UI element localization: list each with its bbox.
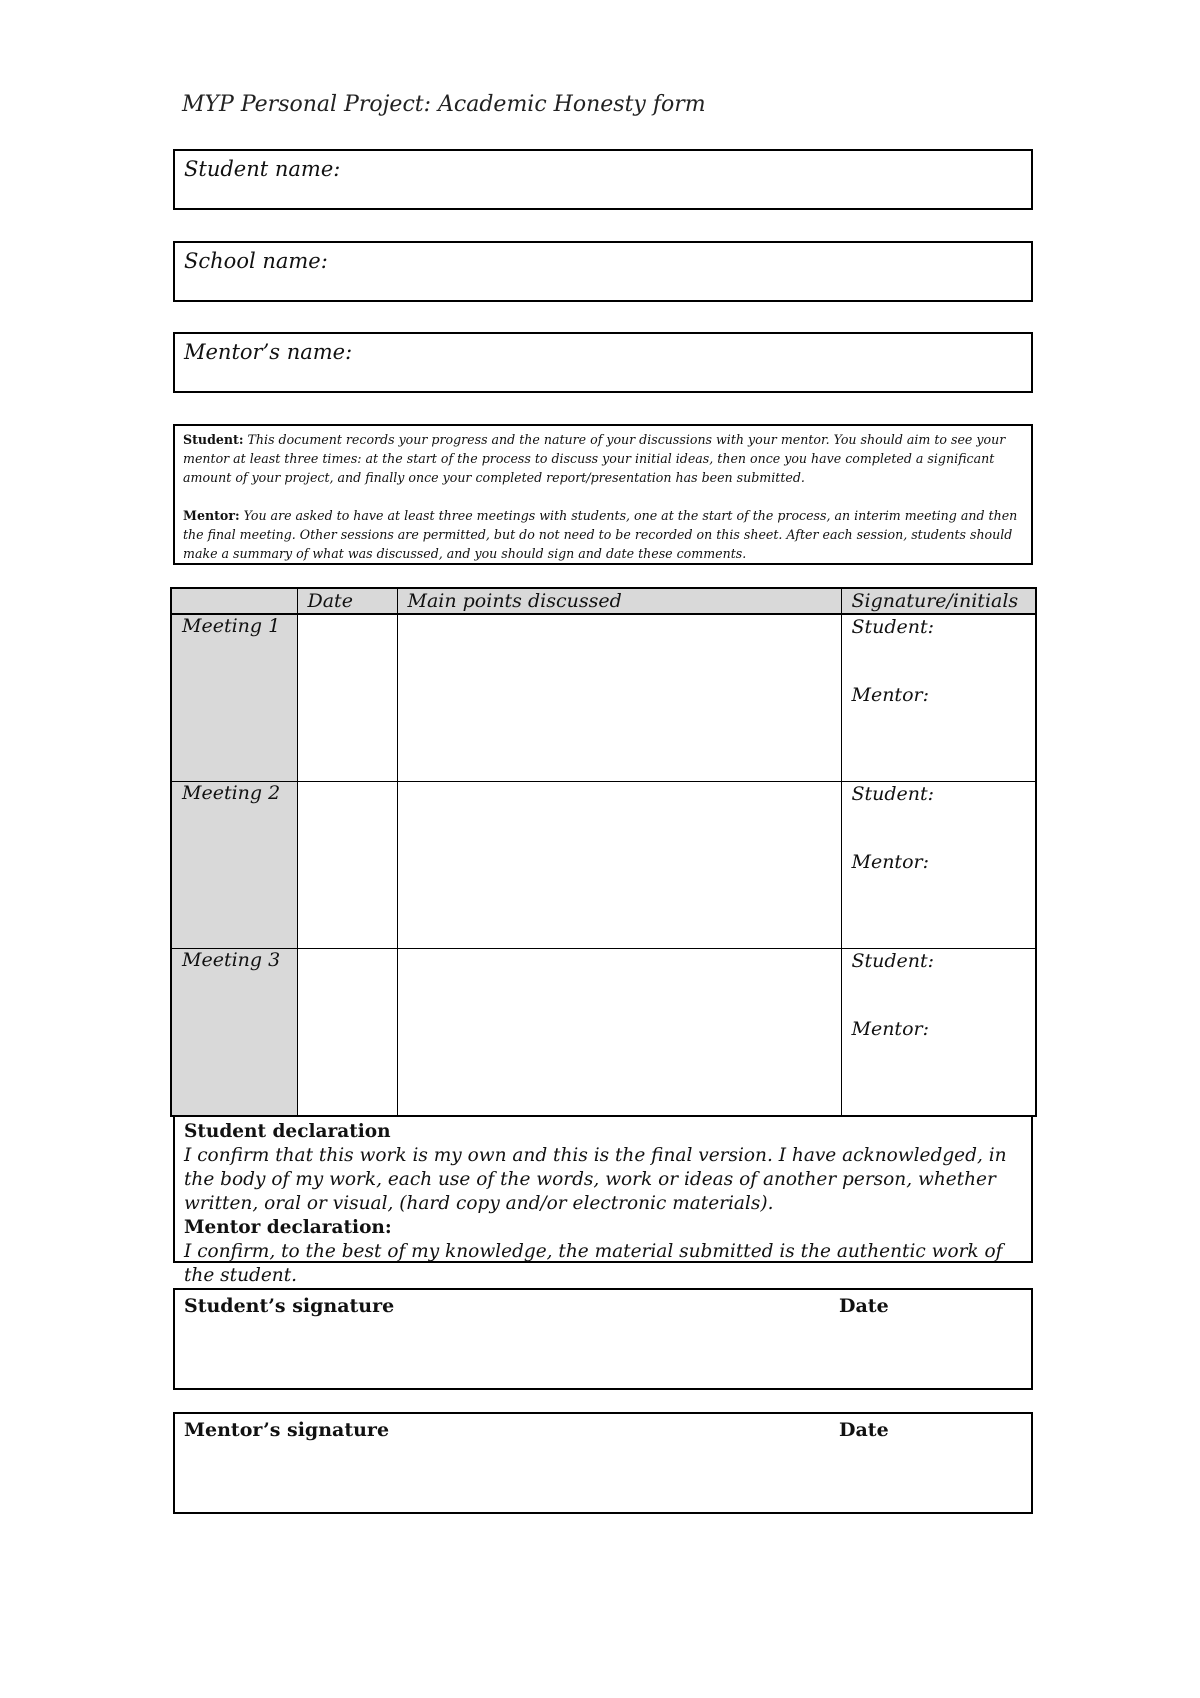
- page-title: MYP Personal Project: Academic Honesty form: [182, 92, 706, 117]
- meeting-points-cell[interactable]: [397, 614, 841, 782]
- student-signature-label: Student:: [851, 950, 935, 972]
- student-declaration-heading: Student declaration: [184, 1121, 391, 1142]
- meeting-label: Meeting 3: [171, 949, 297, 1117]
- meetings-table: [170, 587, 1037, 1117]
- student-signature-label: Student:: [851, 783, 935, 805]
- mentor-name-field[interactable]: [173, 332, 1033, 393]
- student-signature-heading: Student’s signature: [184, 1295, 395, 1317]
- declaration-box: [173, 1115, 1033, 1286]
- student-instructions-text: This document records your progress and the nature of your discussions with your mentor. You should aim to see your mentor at least three times: at the start of the process to discuss your initial ideas, then once you have completed a significant amount of your project, and finally once your completed report/presentation has been submitted.: [183, 432, 1006, 485]
- student-date-label: Date: [839, 1295, 889, 1317]
- student-name-label: Student name:: [184, 157, 341, 181]
- meeting-date-cell[interactable]: [297, 782, 397, 949]
- instructions-box: [173, 424, 1033, 565]
- school-name-field[interactable]: [173, 241, 1033, 302]
- mentor-name-label: Mentor’s name:: [184, 340, 353, 364]
- table-row: [171, 949, 1036, 1117]
- meeting-date-cell[interactable]: [297, 949, 397, 1117]
- mentor-signature-box[interactable]: [173, 1412, 1033, 1514]
- mentor-instructions-label: Mentor:: [183, 508, 240, 523]
- meeting-signature-cell[interactable]: [841, 782, 1036, 949]
- mentor-signature-label: Mentor:: [851, 684, 929, 706]
- meeting-label: Meeting 2: [171, 782, 297, 949]
- mentor-instructions: [183, 506, 1023, 563]
- table-row: [171, 782, 1036, 949]
- meeting-signature-cell[interactable]: [841, 949, 1036, 1117]
- mentor-declaration-text: I confirm, to the best of my knowledge, the material submitted is the authentic work of the student.: [184, 1241, 1003, 1286]
- mentor-date-label: Date: [839, 1419, 889, 1441]
- student-instructions: [183, 430, 1023, 487]
- meeting-label: Meeting 1: [171, 614, 297, 782]
- student-name-field[interactable]: [173, 149, 1033, 210]
- table-header-row: [171, 588, 1036, 614]
- meeting-points-cell[interactable]: [397, 782, 841, 949]
- student-signature-label: Student:: [851, 616, 935, 638]
- table-row: [171, 614, 1036, 782]
- header-main-points: Main points discussed: [397, 588, 841, 614]
- student-instructions-label: Student:: [183, 432, 244, 447]
- mentor-signature-label: Mentor:: [851, 851, 929, 873]
- student-declaration-text: I confirm that this work is my own and this is the final version. I have acknowledged, in the body of my work, each use of the words, work or ideas of another person, whether written, oral or visual, (hard copy and/or electronic materials).: [184, 1145, 1007, 1214]
- header-date: Date: [297, 588, 397, 614]
- meeting-signature-cell[interactable]: [841, 614, 1036, 782]
- header-blank: [171, 588, 297, 614]
- header-signature: Signature/initials: [841, 588, 1036, 614]
- mentor-instructions-text: You are asked to have at least three meetings with students, one at the start of the process, an interim meeting and then the final meeting. Other sessions are permitted, but do not need to be recorded on this sheet. After each session, students should make a summary of what was discussed, and you should sign and date these comments.: [183, 508, 1018, 561]
- mentor-signature-label: Mentor:: [851, 1018, 929, 1040]
- mentor-declaration-heading: Mentor declaration:: [184, 1217, 392, 1238]
- student-signature-box[interactable]: [173, 1288, 1033, 1390]
- school-name-label: School name:: [184, 249, 328, 273]
- mentor-signature-heading: Mentor’s signature: [184, 1419, 390, 1441]
- meeting-points-cell[interactable]: [397, 949, 841, 1117]
- meeting-date-cell[interactable]: [297, 614, 397, 782]
